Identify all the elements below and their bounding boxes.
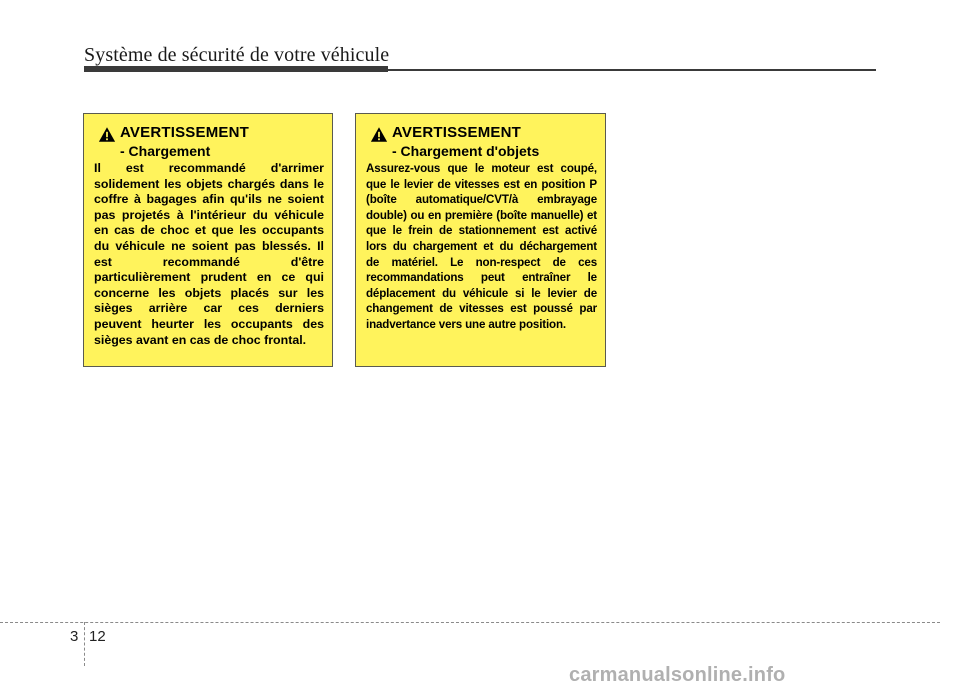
warning-triangle-icon bbox=[370, 126, 388, 143]
footer-page-separator bbox=[84, 622, 85, 666]
chapter-number: 3 bbox=[70, 628, 79, 645]
warning-subtitle: - Chargement bbox=[120, 143, 211, 159]
watermark: carmanualsonline.info bbox=[569, 664, 786, 686]
footer-divider bbox=[0, 622, 940, 623]
warning-box-chargement bbox=[83, 113, 333, 367]
page-header-title: Système de sécurité de votre véhicule bbox=[84, 44, 390, 66]
warning-box-chargement-objets bbox=[355, 113, 606, 367]
warning-body: Assurez-vous que le moteur est coupé, que le levier de vitesses est en position P (boîte automatique/CVT/à embrayage double) ou en première (boîte manuelle) et que le frein de stationnement est activé lors du chargement et du déchargement de matériel. Le non-respect de ces recommandations peut entraîner le déplacement du véhicule si le levier de changement de vitesses est poussé par inadvertance vers une autre position. bbox=[366, 162, 597, 331]
warning-triangle-icon bbox=[98, 126, 116, 143]
header-rule-thin bbox=[388, 69, 876, 71]
page-number: 12 bbox=[89, 628, 106, 645]
warning-subtitle: - Chargement d'objets bbox=[392, 143, 540, 159]
warning-body: Il est recommandé d'arrimer solidement les objets chargés dans le coffre à bagages afin qu'ils ne soient pas projetés à l'intérieur du véhicule en cas de choc et que les occupants du véhicule ne soient pas blessés. Il est recommandé d'être particulièrement prudent en ce qui concerne les objets placés sur les sièges arrière car ces derniers peuvent heurter les occupants des sièges avant en cas de choc frontal. bbox=[94, 161, 324, 347]
warning-title: AVERTISSEMENT bbox=[120, 124, 250, 141]
warning-title: AVERTISSEMENT bbox=[392, 124, 522, 141]
header-rule-thick bbox=[84, 66, 388, 72]
